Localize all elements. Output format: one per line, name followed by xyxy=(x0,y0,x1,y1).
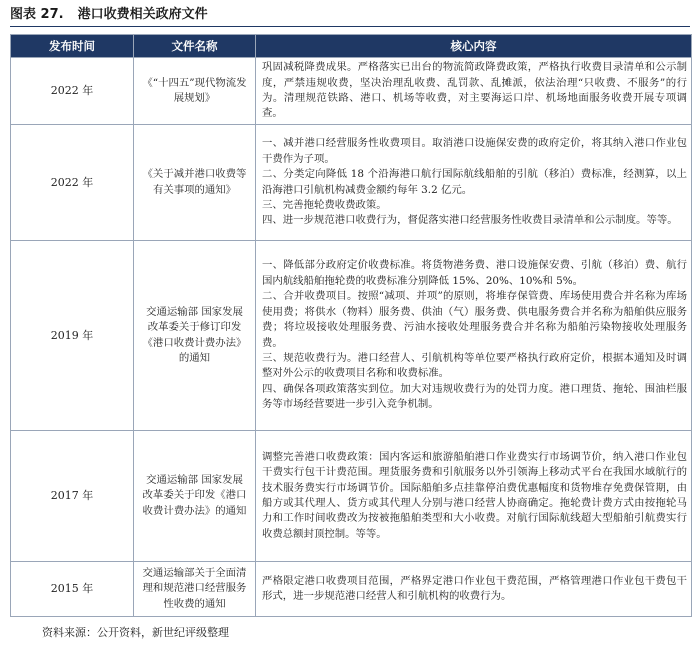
content-paragraph: 二、分类定向降低 18 个沿海港口航行国际航线船舶的引航（移泊）费标准，经测算，以上沿海港口引航机构减费金额约每年 3.2 亿元。 xyxy=(262,168,687,196)
content-paragraph: 一、降低部分政府定价收费标准。将货物港务费、港口设施保安费、引航（移泊）费、航行国内航线船舶拖轮费的收费标准分别降低 15%、20%、10%和 5%。 xyxy=(262,259,687,287)
content-paragraph: 四、确保各项政策落实到位。加大对违规收费行为的处罚力度。港口理货、拖轮、围油栏服务等市场经营要进一步引入竞争机制。 xyxy=(262,382,687,411)
content-paragraph: 四、进一步规范港口收费行为，督促落实港口经营服务性收费目录清单和公示制度。等等。 xyxy=(262,214,678,227)
row-year: 2022 年 xyxy=(11,125,134,241)
figure-title-text: 港口收费相关政府文件 xyxy=(77,7,208,22)
header-doc-name: 文件名称 xyxy=(134,35,256,58)
table-header-row xyxy=(11,35,692,58)
content-paragraph: 二、合并收费项目。按照“减项、并项”的原则，将堆存保管费、库场使用费合并名称为库场使用费；将供水（物料）服务费、供油（气）服务费、供电服务费合并名称为船舶供应服务费；将垃圾接收处理服务费、污油水接收处理服务费合并名称为船舶污染物接收处理服务费。 xyxy=(262,290,687,349)
row-doc-name: 《关于减并港口收费等有关事项的通知》 xyxy=(134,125,256,241)
content-paragraph: 严格限定港口收费项目范围，严格界定港口作业包干费范围，严格管理港口作业包干费包干形式，进一步规范港口经营人和引航机构的收费行为。 xyxy=(262,574,687,602)
row-content xyxy=(256,562,692,617)
content-paragraph: 巩固减税降费成果。严格落实已出台的物流简政降费政策，严格执行收费目录清单和公示制度，严禁违规收费，坚决治理乱收费、乱罚款、乱摊派，依法治理“只收费、不服务”的行为。清理规范铁路、港口、机场等收费，对主要海运口岸、机场地面服务收费开展专项调查。 xyxy=(262,61,687,120)
header-date: 发布时间 xyxy=(11,35,134,58)
row-year: 2019 年 xyxy=(11,241,134,431)
content-paragraph: 三、规范收费行为。港口经营人、引航机构等单位要严格执行政府定价，根据本通知及时调整对外公示的收费项目名称和收费标准。 xyxy=(262,351,687,380)
row-doc-name: 交通运输部 国家发展改革委关于修订印发《港口收费计费办法》的通知 xyxy=(134,241,256,431)
row-doc-name: 交通运输部 国家发展改革委关于印发《港口收费计费办法》的通知 xyxy=(134,431,256,562)
content-paragraph: 三、完善拖轮费收费政策。 xyxy=(262,198,387,211)
row-doc-name: 《“十四五”现代物流发展规划》 xyxy=(134,58,256,125)
table-row xyxy=(11,241,692,431)
policy-table xyxy=(10,34,692,617)
figure-title xyxy=(10,6,690,27)
figure-label: 图表 27. xyxy=(10,7,64,22)
table-row xyxy=(11,431,692,562)
content-paragraph: 一、减并港口经营服务性收费项目。取消港口设施保安费的政府定价，将其纳入港口作业包干费作为子项。 xyxy=(262,137,687,165)
table-row xyxy=(11,58,692,125)
source-note: 资料来源：公开资料，新世纪评级整理 xyxy=(42,626,229,639)
row-content xyxy=(256,125,692,241)
table-row xyxy=(11,125,692,241)
row-content xyxy=(256,241,692,431)
row-content xyxy=(256,431,692,562)
row-doc-name: 交通运输部关于全面清理和规范港口经营服务性收费的通知 xyxy=(134,562,256,617)
row-year: 2022 年 xyxy=(11,58,134,125)
header-content: 核心内容 xyxy=(256,35,692,58)
content-paragraph: 调整完善港口收费政策：国内客运和旅游船舶港口作业费实行市场调节价，纳入港口作业包干费实行包干计费范围。理货服务费和引航服务以外引领海上移动式平台在我国水域航行的技术服务费实行市场调节价。国际船舶多点挂靠停泊费优惠幅度和货物堆存免费保管期，由船方或其代理人、货方或其代理人分别与港口经营人协商确定。拖轮费计费方式由按拖轮马力和工作时间收费改为按被拖船舶类型和大小收费。对航行国际航线超大型船舶引航费实行收费总额封顶控制。等等。 xyxy=(262,450,687,540)
row-year: 2017 年 xyxy=(11,431,134,562)
row-content xyxy=(256,58,692,125)
row-year: 2015 年 xyxy=(11,562,134,617)
table-row xyxy=(11,562,692,617)
